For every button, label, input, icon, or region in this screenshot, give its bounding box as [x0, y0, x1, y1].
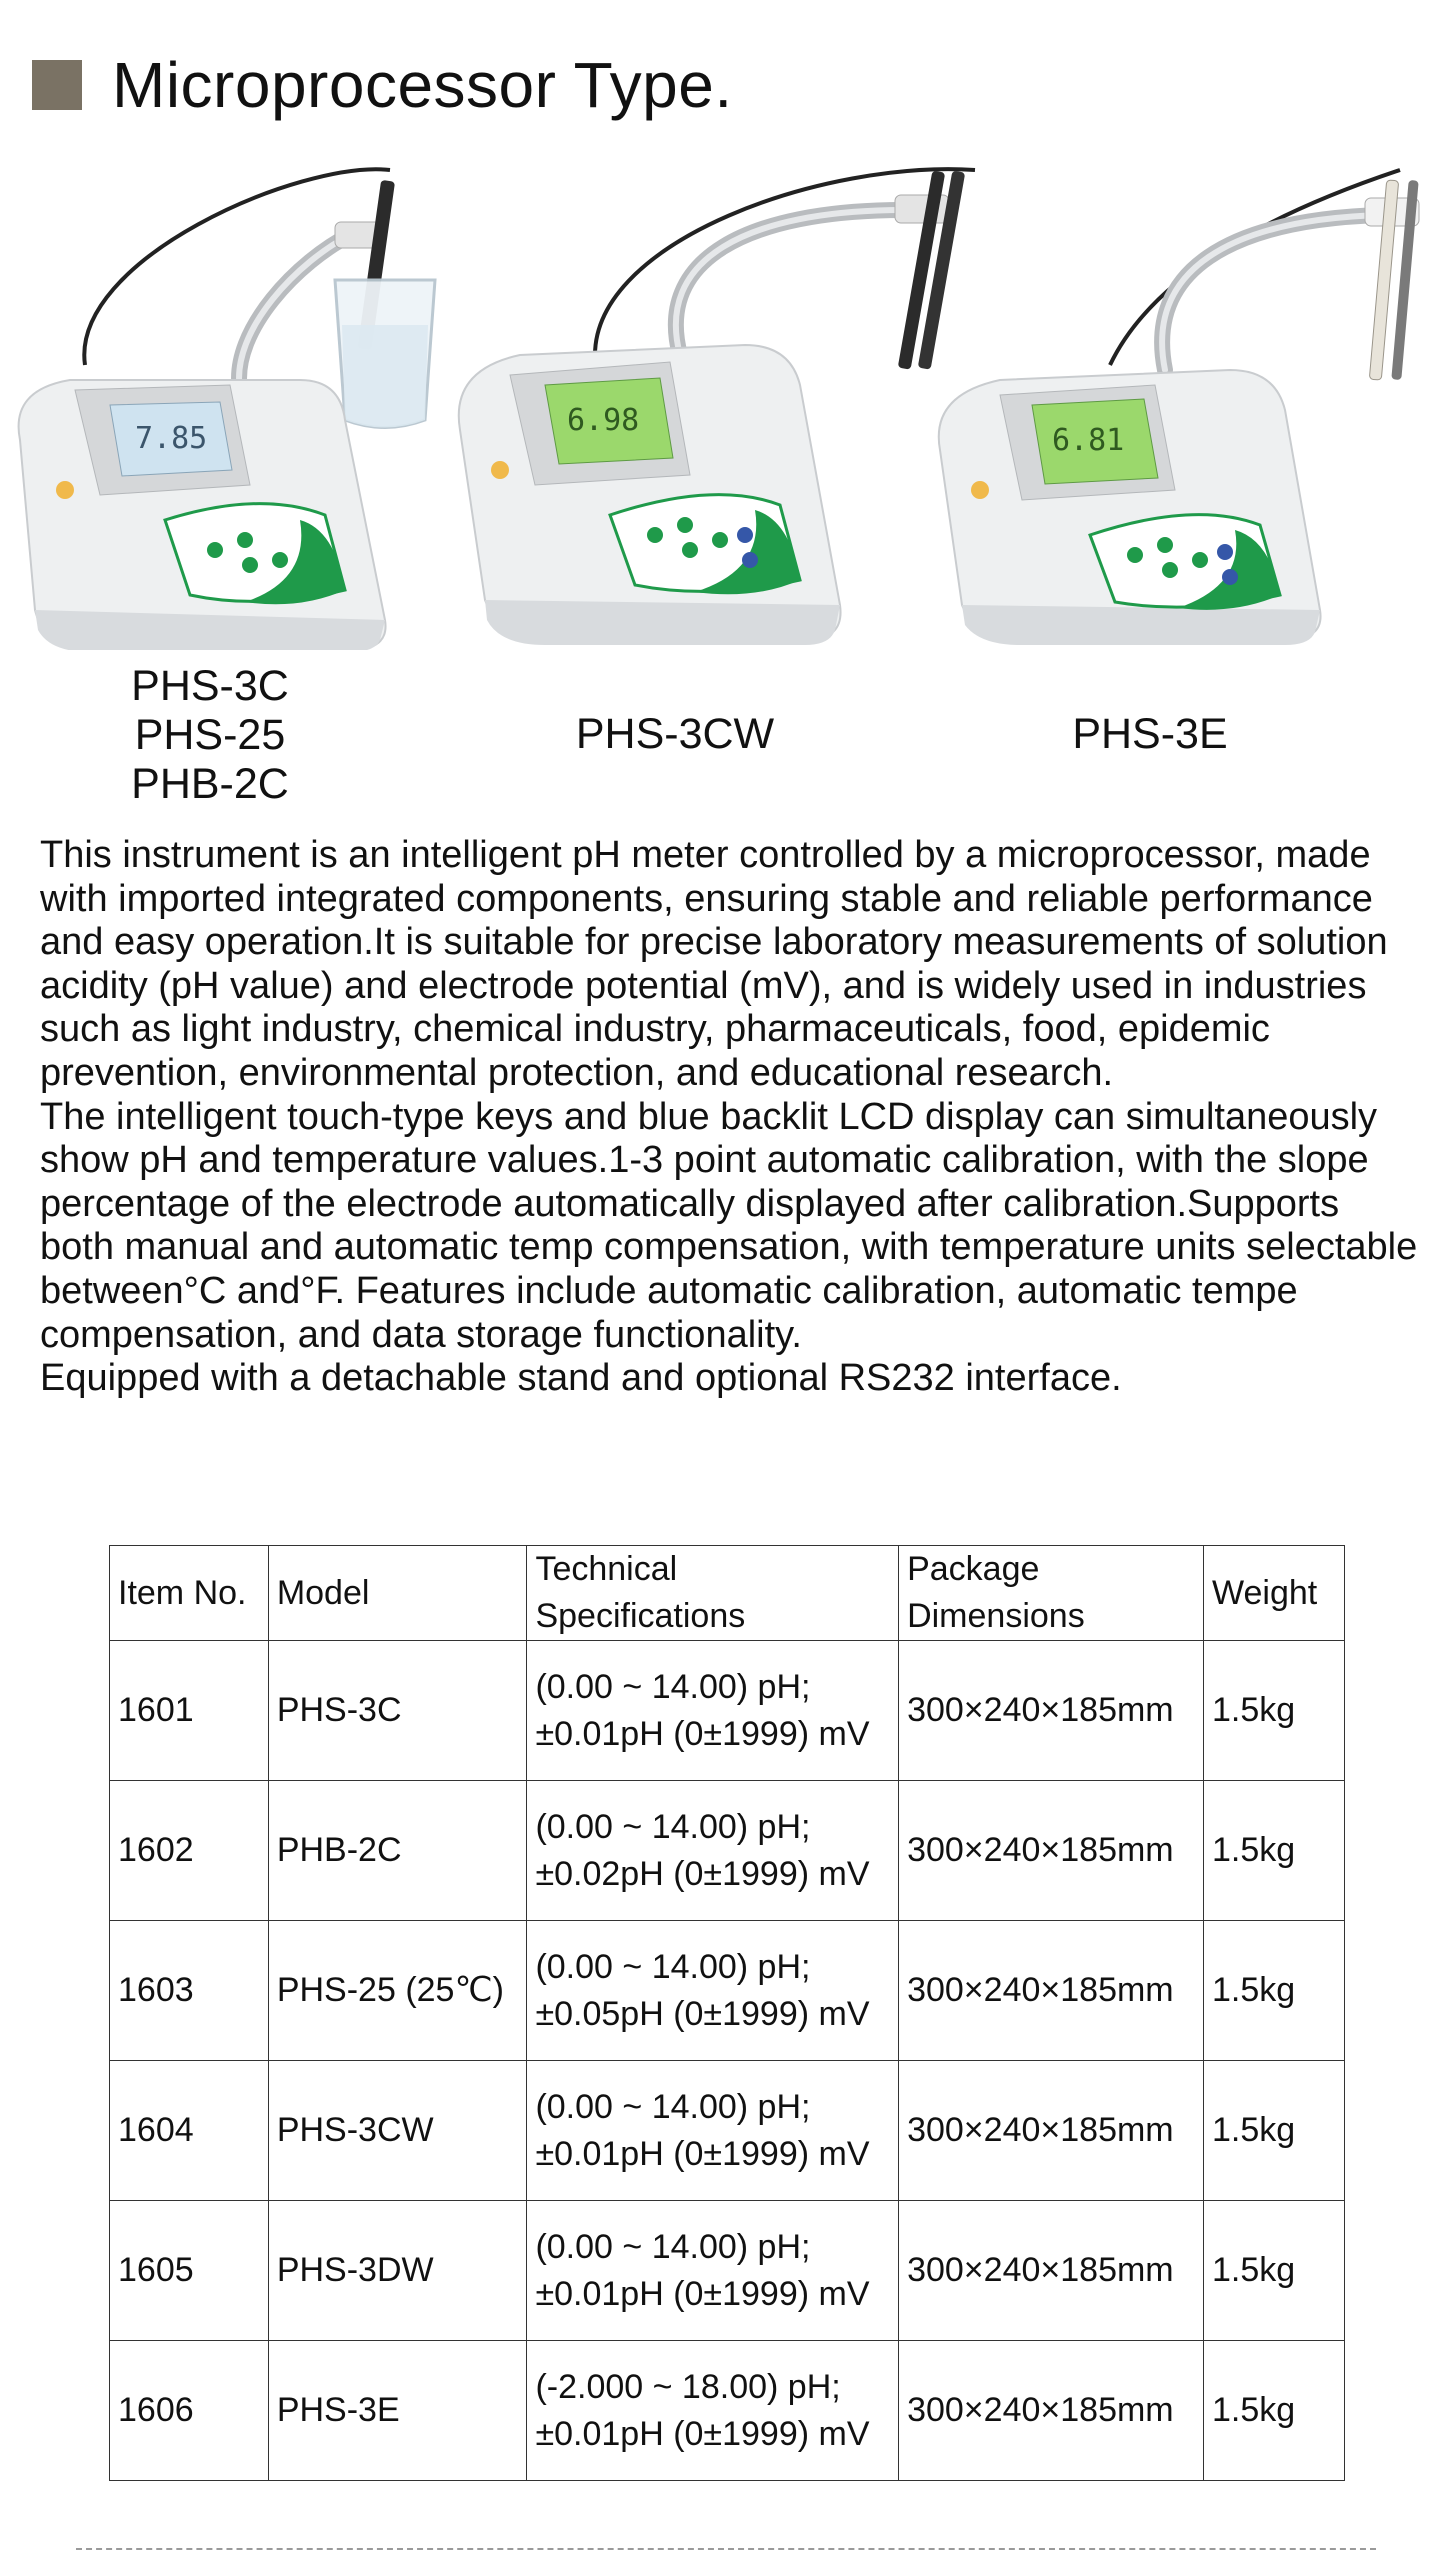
dimensions-cell: 300×240×185mm [899, 1641, 1204, 1781]
spec-cell [527, 1781, 899, 1921]
description-paragraph: Equipped with a detachable stand and optional RS232 interface. [40, 1357, 1122, 1400]
model-cell: PHS-3E [268, 2341, 527, 2481]
spec-line: ±0.01pH (0±1999) mV [535, 2274, 870, 2313]
dimensions-cell: 300×240×185mm [899, 1921, 1204, 2061]
description-paragraph: This instrument is an intelligent pH meter controlled by a microprocessor, made with imported integrated components, ensuring stable and reliable performance and easy operation.It is suitable for precise laboratory measurements of solution acidity (pH value) and electrode potential (mV), and is widely used in industries such as light industry, chemical industry, pharmaceuticals, food, epidemic prevention, environmental protection, and educational research. [40, 834, 1388, 1094]
table-header-row [110, 1546, 1345, 1641]
column-header-weight: Weight [1204, 1546, 1345, 1641]
column-header-technical-specifications: Technical Specifications [527, 1546, 899, 1641]
header-bullet-square [32, 60, 82, 110]
spec-line: (0.00 ~ 14.00) pH; [535, 2087, 811, 2126]
weight-cell: 1.5kg [1204, 2341, 1345, 2481]
dimensions-cell: 300×240×185mm [899, 1781, 1204, 1921]
product-image-phs-3e [930, 140, 1430, 650]
item-no-cell: 1605 [110, 2201, 269, 2341]
product-description [40, 834, 1420, 1401]
product-caption: PHB-2C [131, 760, 289, 808]
product-caption-group-3 [1040, 710, 1260, 759]
dimensions-cell: 300×240×185mm [899, 2061, 1204, 2201]
lcd-reading: 7.85 [135, 421, 208, 456]
product-image-phs-3c [0, 140, 460, 650]
item-no-cell: 1603 [110, 1921, 269, 2061]
lcd-reading: 6.81 [1052, 423, 1125, 458]
spec-line: (-2.000 ~ 18.00) pH; [535, 2367, 841, 2406]
spec-line: ±0.02pH (0±1999) mV [535, 1854, 870, 1893]
spec-cell [527, 2341, 899, 2481]
model-cell: PHS-3DW [268, 2201, 527, 2341]
section-header [32, 40, 733, 130]
weight-cell: 1.5kg [1204, 1781, 1345, 1921]
model-cell: PHB-2C [268, 1781, 527, 1921]
spec-cell [527, 1641, 899, 1781]
spec-line: (0.00 ~ 14.00) pH; [535, 1667, 811, 1706]
spec-line: (0.00 ~ 14.00) pH; [535, 2227, 811, 2266]
spec-cell [527, 2201, 899, 2341]
model-cell: PHS-3C [268, 1641, 527, 1781]
spec-line: ±0.01pH (0±1999) mV [535, 2134, 870, 2173]
table-row [110, 1921, 1345, 2061]
spec-line: ±0.05pH (0±1999) mV [535, 1994, 870, 2033]
dimensions-cell: 300×240×185mm [899, 2341, 1204, 2481]
weight-cell: 1.5kg [1204, 2061, 1345, 2201]
table-row [110, 2061, 1345, 2201]
column-header-item-no: Item No. [110, 1546, 269, 1641]
product-caption: PHS-3CW [575, 710, 775, 758]
weight-cell: 1.5kg [1204, 2201, 1345, 2341]
table-row [110, 2341, 1345, 2481]
product-caption-group-1 [110, 662, 310, 809]
spec-line: ±0.01pH (0±1999) mV [535, 1714, 870, 1753]
column-header-package-dimensions: Package Dimensions [899, 1546, 1204, 1641]
product-caption: PHS-25 [134, 711, 286, 759]
table-row [110, 1641, 1345, 1781]
page-title: Microprocessor Type. [112, 49, 733, 121]
product-caption-group-2 [550, 710, 800, 759]
table-row [110, 1781, 1345, 1921]
spec-line: ±0.01pH (0±1999) mV [535, 2414, 870, 2453]
item-no-cell: 1601 [110, 1641, 269, 1781]
item-no-cell: 1606 [110, 2341, 269, 2481]
spec-line: (0.00 ~ 14.00) pH; [535, 1807, 811, 1846]
weight-cell: 1.5kg [1204, 1921, 1345, 2061]
model-cell: PHS-3CW [268, 2061, 527, 2201]
weight-cell: 1.5kg [1204, 1641, 1345, 1781]
spec-cell [527, 1921, 899, 2061]
item-no-cell: 1604 [110, 2061, 269, 2201]
spec-cell [527, 2061, 899, 2201]
lcd-reading: 6.98 [567, 403, 640, 438]
product-gallery [0, 140, 1445, 820]
product-caption: PHS-3C [131, 662, 289, 710]
column-header-model: Model [268, 1546, 527, 1641]
table-row [110, 2201, 1345, 2341]
item-no-cell: 1602 [110, 1781, 269, 1921]
description-paragraph: The intelligent touch-type keys and blue backlit LCD display can simultaneously show pH and temperature values.1-3 point automatic calibration, with the slope percentage of the electrode automatically displayed after calibration.Supports both manual and automatic temp compensation, with temperature units selectable between°C and°F. Features include automatic calibration, automatic tempe compensation, and data storage functionality. [40, 1095, 1418, 1356]
dashed-divider [76, 2548, 1376, 2550]
product-caption: PHS-3E [1072, 710, 1228, 758]
dimensions-cell: 300×240×185mm [899, 2201, 1204, 2341]
specifications-table [109, 1545, 1345, 2481]
model-cell: PHS-25 (25℃) [268, 1921, 527, 2061]
product-image-phs-3cw [445, 140, 1005, 650]
spec-line: (0.00 ~ 14.00) pH; [535, 1947, 811, 1986]
